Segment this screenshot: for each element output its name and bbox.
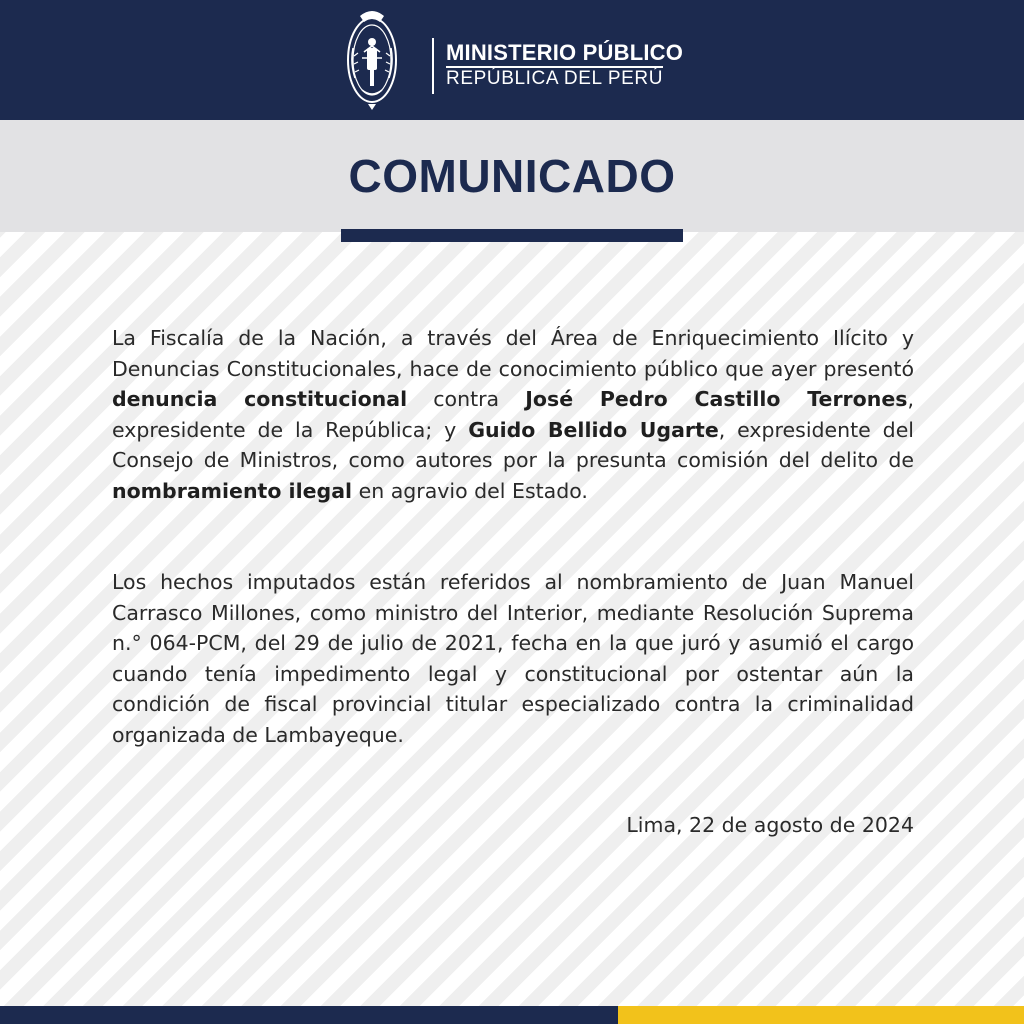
- page-title: COMUNICADO: [348, 150, 676, 202]
- bold-guido-bellido: Guido Bellido Ugarte: [468, 417, 719, 442]
- bold-jose-pedro-castillo: José Pedro Castillo Terrones: [525, 387, 908, 411]
- brand-divider: [432, 38, 434, 94]
- bold-denuncia-constitucional: denuncia constitucional: [112, 387, 408, 411]
- paragraph-1: [112, 323, 914, 506]
- footer-bar-gold: [618, 1006, 1024, 1024]
- date-line: Lima, 22 de agosto de 2024: [626, 813, 914, 837]
- paragraph-2: Los hechos imputados están referidos al nombramiento de Juan Manuel Carrasco Millones, como ministro del Interior, mediante Resolución Suprema n.° 064-PCM, del 29 de julio de 2021, fecha en la que juró y asumió el cargo cuando tenía impedimento legal y constitucional por ostentar aún la condición de fiscal provincial titular especializado contra la criminalidad organizada de Lambayeque.: [112, 570, 914, 747]
- institution-name: MINISTERIO PÚBLICO: [446, 40, 684, 65]
- footer-bar-navy: [0, 1006, 618, 1024]
- header-bar: [0, 0, 1024, 120]
- bold-nombramiento-ilegal: nombramiento ilegal: [112, 478, 353, 503]
- paragraph-1-text-5: en agravio del Estado.: [352, 478, 588, 503]
- paragraph-1-text-2: contra: [407, 387, 526, 411]
- title-underline: [341, 229, 683, 242]
- paragraph-1-text-1: La Fiscalía de la Nación, a través del Área de Enriquecimiento Ilícito y Denuncias Constitucionales, hace de conocimiento público que ayer presentó: [112, 326, 914, 381]
- country-name: REPÚBLICA DEL PERÚ: [446, 68, 664, 89]
- paragraph-1-text-3: , expresidente de la República; y: [112, 387, 914, 442]
- paragraph-1-text-4: , expresidente del Consejo de Ministros, como autores por la presunta comisión del delito de: [112, 417, 914, 472]
- ministerio-publico-seal-icon: [346, 8, 398, 112]
